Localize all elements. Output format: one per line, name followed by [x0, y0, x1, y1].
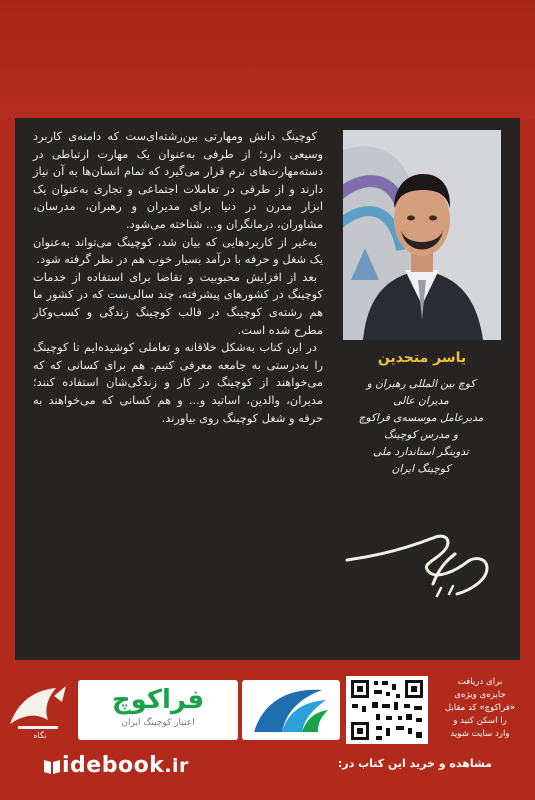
credential-line: و مدرس کوچینگ	[383, 429, 459, 441]
author-portrait-illustration	[343, 130, 501, 340]
credential-line: کوچینگ ایران	[391, 463, 451, 475]
site-tld: .ir	[164, 755, 189, 777]
qr-caption-line: «فراکوچ» کد مقابل	[444, 703, 516, 713]
promo-text: مشاهده و خرید این کتاب در:	[337, 757, 492, 770]
author-photo	[343, 130, 501, 340]
credential-line: تدوینگر استاندارد ملی	[373, 446, 469, 458]
description-paragraph: در این کتاب به‌شکل خلاقانه و تعاملی کوشیده‌ایم تا کوچینگ را به‌درستی به جامعه معرفی کنیم. هم برای کسانی که که می‌خواهند از کوچینگ در کار و زندگی‌شان استفاده کنند؛ مدیران، والدین، اساتید و... و هم کسانی که می‌خواهند به حرفه و شغل کوچینگ روی بیاورند.	[33, 340, 323, 425]
qr-caption-line: برای دریافت	[457, 677, 503, 687]
brand-logo-card	[78, 680, 238, 740]
site-name: idebook	[62, 753, 165, 778]
author-name: یاسر متحدین	[377, 350, 467, 366]
site-link[interactable]	[62, 753, 220, 779]
negah-logo-icon	[4, 672, 76, 742]
brand-emblem	[242, 680, 340, 740]
description-paragraph: به‌غیر از کاربردهایی که بیان شد، کوچینگ می‌تواند به‌عنوان یک شغل و حرفه با درآمد بسیار خوب هم در نظر گرفته شود.	[33, 234, 323, 267]
description-text	[33, 128, 323, 427]
publisher-logo	[4, 672, 76, 742]
credential-line: مدیرعامل موسسه‌ی فراکوچ	[358, 412, 484, 424]
credential-line: کوچ بین المللی رهبران و	[366, 378, 476, 390]
author-signature	[337, 498, 507, 618]
credential-line: مدیران عالی	[393, 395, 449, 407]
qr-caption-line: وارد سایت شوید	[450, 729, 510, 739]
author-credentials	[335, 376, 507, 478]
brand-name: فراکوچ	[111, 685, 205, 715]
content-panel	[15, 118, 520, 660]
book-icon	[42, 756, 62, 776]
qr-caption	[432, 676, 528, 741]
qr-caption-line: جایزه‌ی ویژه‌ی	[454, 690, 506, 700]
publisher-mark: نگاه	[33, 731, 47, 740]
description-paragraph: کوچینگ دانش ومهارتی بین‌رشته‌ای‌ست که دامنه‌ی کاربرد وسیعی دارد؛ از طرفی به‌عنوان یک مهارت ارتباطی در دسته‌مهارت‌های نرم قرار می‌گیرد که تمام انسان‌ها به آن نیاز دارند و از طرفی در تعاملات اجتماعی و تجاری به‌عنوان یک ابزار مدرن در دنیا برای مدیران و رهبران، مدرسان، مشاوران، درمانگران و... شناخته می‌شود.	[33, 129, 323, 231]
qr-code[interactable]	[346, 676, 428, 744]
qr-caption-line: را اسکن کنید و	[453, 716, 507, 726]
brand-tagline: اعتبار کوچینگ ایران	[121, 718, 195, 728]
qr-code-icon	[346, 676, 428, 744]
description-paragraph: بعد از افزایش محبوبیت و تقاضا برای استفاده از خدمات کوچینگ در کشورهای پیشرفته، چند سالی‌ست که در کشور ما هم رشته‌ی کوچینگ در قالب کوچینگ زندگی و کسب‌وکار مطرح شده است.	[33, 269, 323, 337]
brand-emblem-icon	[242, 680, 340, 740]
